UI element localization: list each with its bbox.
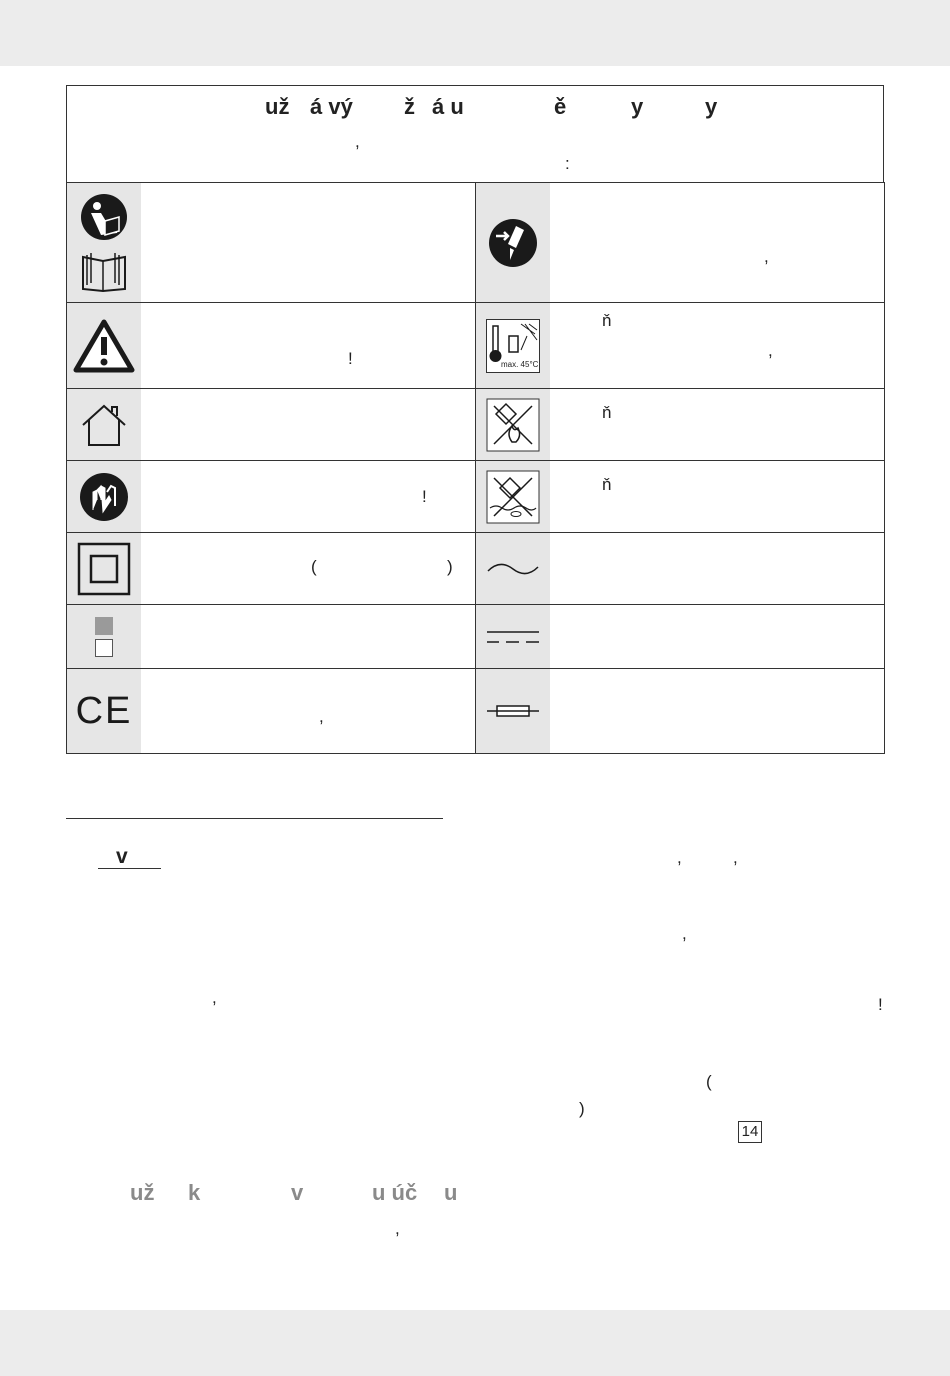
cell-mark: ň [602, 311, 612, 330]
body-mark: ! [878, 995, 883, 1014]
symbol-cell [67, 605, 476, 668]
table-row [67, 388, 884, 460]
symbol-cell [67, 389, 476, 460]
alternating-current-icon [486, 559, 540, 579]
fuse-icon [486, 703, 540, 719]
cell-mark: ( [311, 557, 317, 576]
symbols-table-header [66, 85, 884, 182]
header-mark: , [355, 132, 360, 151]
section-divider [66, 818, 443, 819]
body-mark: , [733, 848, 738, 867]
table-row [67, 532, 884, 604]
wear-gloves-icon [79, 472, 129, 522]
cell-mark: , [768, 341, 773, 360]
ce-mark-icon: CE [75, 690, 133, 732]
cell-mark: ! [348, 349, 353, 368]
body-mark: , [395, 1219, 400, 1238]
protection-class-ii-icon [77, 542, 131, 596]
body-mark: , [212, 988, 217, 1007]
table-row [67, 302, 884, 388]
table-row [67, 668, 884, 753]
temperature-sun-icon [486, 319, 540, 373]
header-mark: : [565, 154, 570, 173]
subsection-heading-part: už [130, 1180, 155, 1205]
table-row [67, 604, 884, 668]
header-title-part: á vý [310, 94, 353, 119]
header-title-part: ě [554, 94, 567, 119]
header-title-part: y [705, 94, 718, 119]
direct-current-icon [486, 629, 540, 645]
cell-mark: ň [602, 475, 612, 494]
reference-number-box: 14 [738, 1121, 762, 1143]
cell-mark: ) [447, 557, 453, 576]
no-fire-battery-icon [486, 398, 540, 452]
subsection-heading-part: v [291, 1180, 304, 1205]
symbol-cell [476, 669, 884, 753]
symbol-cell [67, 533, 476, 604]
subsection-heading-part: u [444, 1180, 458, 1205]
bottom-margin-band [0, 1310, 950, 1376]
heading-underline [98, 868, 161, 869]
header-title-part: y [631, 94, 644, 119]
section-heading: v [116, 845, 128, 868]
symbol-cell [476, 303, 884, 388]
body-mark: , [682, 924, 687, 943]
symbol-cell [476, 183, 884, 302]
symbol-cell [67, 183, 476, 302]
symbol-cell [476, 389, 884, 460]
header-title-part: á u [432, 94, 464, 119]
cell-mark: , [764, 247, 769, 266]
symbol-cell [476, 461, 884, 532]
cell-mark: , [319, 707, 324, 726]
symbol-cell [476, 605, 884, 668]
symbol-cell [67, 461, 476, 532]
body-mark: , [677, 848, 682, 867]
symbol-cell [67, 303, 476, 388]
cell-mark: ň [602, 403, 612, 422]
gray-square-icon [95, 617, 113, 635]
header-title-part: už [265, 94, 290, 119]
table-row [67, 183, 884, 302]
table-row [67, 460, 884, 532]
no-water-battery-icon [486, 470, 540, 524]
white-square-icon [95, 639, 113, 657]
header-title-part: ž [404, 94, 415, 119]
symbols-table [66, 182, 885, 754]
disconnect-plug-icon [488, 218, 538, 268]
subsection-heading-part: k [188, 1180, 201, 1205]
temperature-limit-label: max. 45°C [501, 359, 539, 369]
top-margin-band [0, 0, 950, 66]
body-mark: ) [579, 1099, 585, 1118]
subsection-heading-part: u úč [372, 1180, 418, 1205]
symbol-cell [476, 533, 884, 604]
body-mark: ( [706, 1072, 712, 1091]
read-manual-icon [79, 193, 129, 293]
indoor-house-icon [79, 403, 129, 447]
warning-triangle-icon [73, 319, 135, 373]
symbol-cell [67, 669, 476, 753]
cell-mark: ! [422, 487, 427, 506]
